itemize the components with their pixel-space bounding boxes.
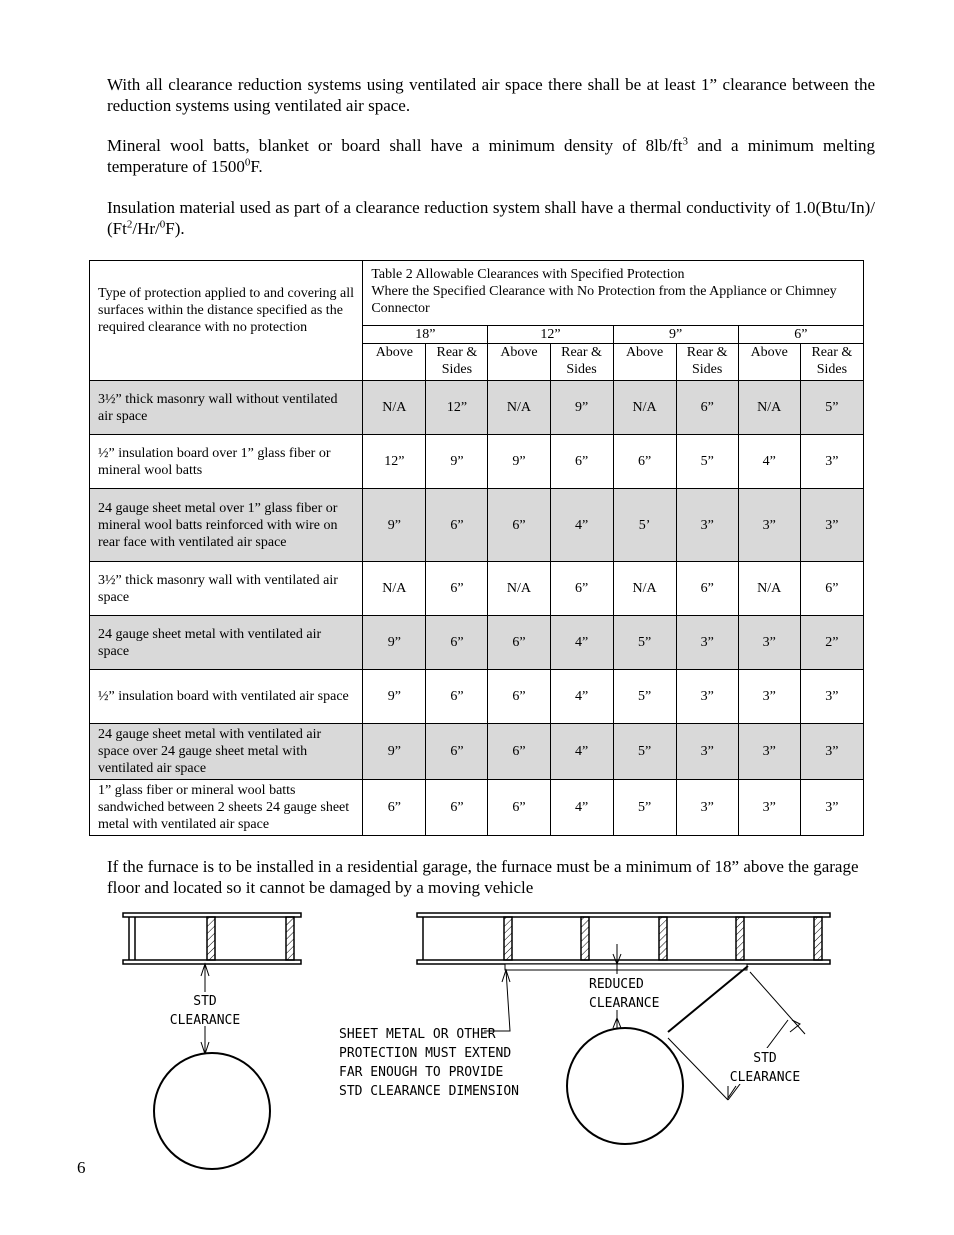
value-cell: 3”	[800, 780, 863, 836]
protection-type-cell: 24 gauge sheet metal with ventilated air space	[90, 616, 363, 670]
value-cell: 5”	[613, 616, 676, 670]
mineral-wool-text-c: F.	[250, 157, 263, 176]
value-cell: 6”	[488, 724, 550, 780]
value-cell: 6”	[676, 562, 738, 616]
table-row	[90, 724, 864, 780]
reduced-clearance-label: CLEARANCE	[589, 996, 660, 1011]
value-cell: 3”	[738, 724, 800, 780]
value-cell: 6”	[488, 616, 550, 670]
sub-header-rear-sides	[800, 344, 863, 381]
insulation-text-b: /Hr/	[132, 219, 160, 238]
value-cell: 3”	[738, 489, 800, 562]
protection-note-line-4: STD CLEARANCE DIMENSION	[339, 1084, 520, 1099]
value-cell: 3”	[800, 489, 863, 562]
table-row	[90, 489, 864, 562]
table-row	[90, 780, 864, 836]
garage-text: If the furnace is to be installed in a residential garage, the furnace must be a minimum of 18” above the garage floor and located so it cannot be damaged by a moving vehicle	[107, 857, 859, 897]
above-label: Above	[375, 345, 414, 360]
protection-type-cell: ½” insulation board over 1” glass fiber or mineral wool batts	[90, 435, 363, 489]
value-cell: 5’	[613, 489, 676, 562]
value-cell: 3”	[676, 489, 738, 562]
value-cell: 3”	[738, 780, 800, 836]
sides-label: Sides	[441, 362, 473, 377]
protection-type-cell: 3½” thick masonry wall without ventilated air space	[90, 381, 363, 435]
value-cell: 3”	[676, 780, 738, 836]
mineral-wool-paragraph	[107, 135, 875, 177]
protection-type-cell: 3½” thick masonry wall with ventilated air space	[90, 562, 363, 616]
value-cell: 6”	[363, 780, 426, 836]
rear-label: Rear &	[436, 345, 478, 360]
right-std-label: STD	[753, 1051, 777, 1066]
value-cell: 6”	[550, 435, 613, 489]
protection-type-cell: 24 gauge sheet metal over 1” glass fiber or mineral wool batts reinforced with wire on rear face with ventilated air space	[90, 489, 363, 562]
value-cell: 4”	[550, 489, 613, 562]
value-cell: 6”	[426, 670, 488, 724]
above-label: Above	[750, 345, 788, 360]
group-header-12: 12”	[488, 326, 613, 344]
table-row	[90, 616, 864, 670]
sub-header-above	[488, 344, 550, 381]
value-cell: 5”	[800, 381, 863, 435]
sides-label: Sides	[692, 362, 723, 377]
degree-superscript-2: 0	[159, 218, 166, 231]
value-cell: 6”	[426, 780, 488, 836]
table-row	[90, 670, 864, 724]
table-row	[90, 435, 864, 489]
insulation-paragraph	[107, 197, 875, 239]
value-cell: 6”	[800, 562, 863, 616]
mineral-wool-text-a: Mineral wool batts, blanket or board shall have a minimum density of 8lb/ft	[107, 136, 683, 155]
value-cell: 5”	[613, 724, 676, 780]
value-cell: 12”	[363, 435, 426, 489]
row-header-cell	[90, 261, 363, 381]
insulation-text-c: F).	[165, 219, 185, 238]
right-wall-section	[417, 913, 830, 970]
std-clearance-radius-line	[668, 966, 748, 1032]
value-cell: 12”	[426, 381, 488, 435]
value-cell: N/A	[363, 562, 426, 616]
value-cell: N/A	[363, 381, 426, 435]
group-header-9: 9”	[613, 326, 738, 344]
protection-note-line-2: PROTECTION MUST EXTEND	[339, 1046, 512, 1061]
sheet-metal-protection	[505, 964, 747, 970]
group-header-6: 6”	[738, 326, 863, 344]
table-caption-title: Table 2 Allowable Clearances with Specified Protection	[371, 267, 685, 282]
clearance-diagram	[0, 900, 954, 1180]
value-cell: 6”	[488, 489, 550, 562]
clearance-reduction-text: With all clearance reduction systems using ventilated air space there shall be at least 1” clearance between the reduction systems using ventilated air space.	[107, 75, 875, 115]
sub-header-rear-sides	[550, 344, 613, 381]
insulation-text-a: Insulation material used as part of a clearance reduction system shall have a thermal conductivity of 1.0(Btu/In)/ (Ft	[107, 198, 875, 238]
value-cell: 5”	[676, 435, 738, 489]
table-row	[90, 562, 864, 616]
value-cell: 3”	[676, 724, 738, 780]
sub-header-above	[363, 344, 426, 381]
value-cell: 9”	[363, 724, 426, 780]
left-appliance-circle	[154, 1053, 270, 1169]
value-cell: 4”	[550, 724, 613, 780]
clearance-reduction-paragraph	[107, 74, 875, 116]
protection-type-cell: 24 gauge sheet metal with ventilated air space over 24 gauge sheet metal with ventilated air space	[90, 724, 363, 780]
above-label: Above	[625, 345, 664, 360]
sub-header-rear-sides	[426, 344, 488, 381]
value-cell: 3”	[800, 435, 863, 489]
mineral-wool-text-b: and a minimum melting temperature of 1500	[107, 136, 875, 176]
protection-note-leader	[484, 970, 510, 1031]
value-cell: 6”	[426, 724, 488, 780]
page-number: 6	[77, 1158, 86, 1177]
value-cell: 9”	[550, 381, 613, 435]
value-cell: 6”	[676, 381, 738, 435]
value-cell: 3”	[738, 670, 800, 724]
value-cell: N/A	[613, 562, 676, 616]
table-caption-subtitle: Where the Specified Clearance with No Protection from the Appliance or Chimney Connector	[371, 284, 837, 316]
value-cell: 9”	[363, 670, 426, 724]
sides-label: Sides	[816, 362, 848, 377]
value-cell: N/A	[613, 381, 676, 435]
value-cell: 6”	[488, 670, 550, 724]
value-cell: 3”	[738, 616, 800, 670]
value-cell: N/A	[488, 562, 550, 616]
value-cell: 9”	[363, 489, 426, 562]
value-cell: 3”	[800, 724, 863, 780]
clearance-table	[89, 260, 864, 836]
value-cell: 6”	[550, 562, 613, 616]
value-cell: 5”	[613, 670, 676, 724]
density-superscript: 3	[682, 135, 689, 148]
value-cell: 9”	[363, 616, 426, 670]
garage-paragraph	[107, 856, 875, 898]
value-cell: 5”	[613, 780, 676, 836]
value-cell: 9”	[488, 435, 550, 489]
row-header-text: Type of protection applied to and covering all surfaces within the distance specified as the required clearance with no protection	[98, 286, 354, 335]
value-cell: 3”	[676, 616, 738, 670]
group-header-18: 18”	[363, 326, 488, 344]
rear-label: Rear &	[686, 345, 728, 360]
right-appliance-circle	[567, 1028, 683, 1144]
above-label: Above	[500, 345, 538, 360]
left-clearance-label: CLEARANCE	[169, 1013, 241, 1028]
rear-label: Rear &	[811, 345, 853, 360]
sub-header-rear-sides	[676, 344, 738, 381]
area-superscript: 2	[126, 218, 133, 231]
left-wall-section	[123, 913, 301, 964]
value-cell: 9”	[426, 435, 488, 489]
left-std-label: STD	[193, 994, 217, 1009]
protection-type-cell: 1” glass fiber or mineral wool batts sandwiched between 2 sheets 24 gauge sheet metal with ventilated air space	[90, 780, 363, 836]
degree-superscript: 0	[244, 156, 251, 169]
value-cell: 4”	[738, 435, 800, 489]
protection-note-line-3: FAR ENOUGH TO PROVIDE	[339, 1065, 504, 1080]
protection-type-cell: ½” insulation board with ventilated air space	[90, 670, 363, 724]
right-clearance-label: CLEARANCE	[729, 1070, 801, 1085]
value-cell: 6”	[488, 780, 550, 836]
value-cell: N/A	[488, 381, 550, 435]
protection-note-line-1: SHEET METAL OR OTHER	[339, 1027, 496, 1042]
value-cell: N/A	[738, 562, 800, 616]
value-cell: 2”	[800, 616, 863, 670]
value-cell: 3”	[676, 670, 738, 724]
sides-label: Sides	[566, 362, 597, 377]
value-cell: 4”	[550, 780, 613, 836]
sub-header-above	[738, 344, 800, 381]
value-cell: 4”	[550, 616, 613, 670]
value-cell: 3”	[800, 670, 863, 724]
reduced-label: REDUCED	[589, 977, 644, 992]
value-cell: N/A	[738, 381, 800, 435]
table-row	[90, 381, 864, 435]
table-caption-cell	[363, 261, 864, 326]
table-caption-row	[90, 261, 864, 326]
value-cell: 6”	[426, 616, 488, 670]
sub-header-above	[613, 344, 676, 381]
value-cell: 6”	[426, 489, 488, 562]
value-cell: 4”	[550, 670, 613, 724]
value-cell: 6”	[426, 562, 488, 616]
rear-label: Rear &	[561, 345, 602, 360]
left-std-dimension	[170, 964, 240, 1054]
value-cell: 6”	[613, 435, 676, 489]
